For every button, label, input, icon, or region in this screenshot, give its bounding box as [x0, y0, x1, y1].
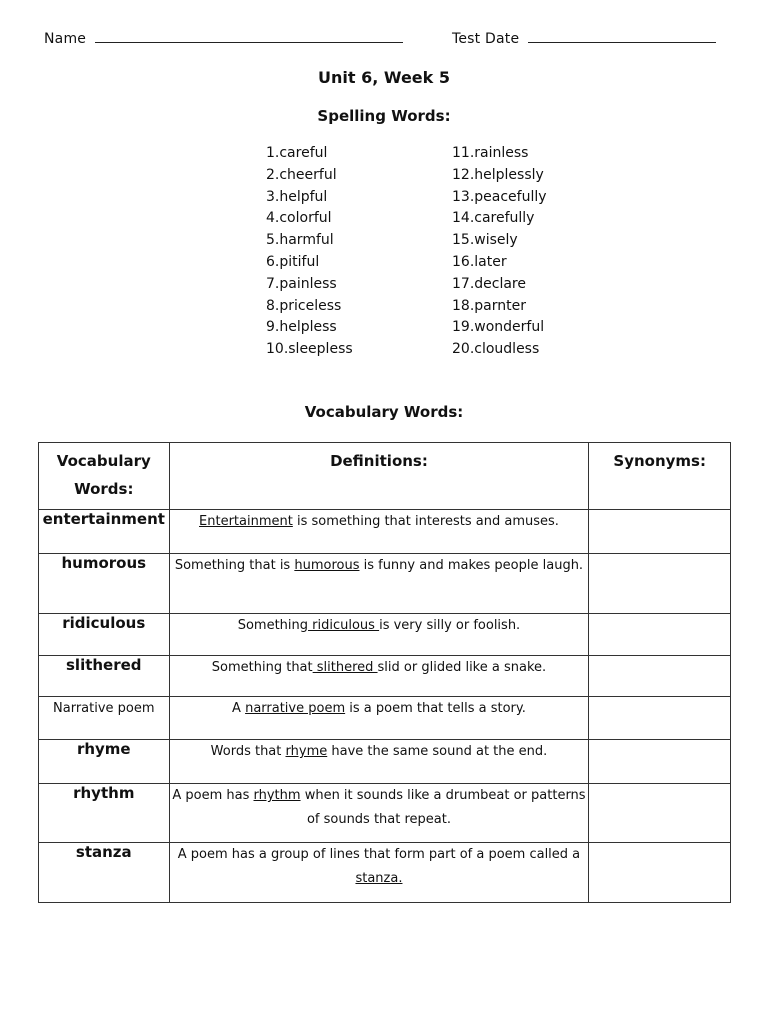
name-field[interactable]: [44, 30, 403, 47]
def-pre: A poem has: [172, 788, 254, 803]
header-vocabulary-words-label: Vocabulary Words:: [56, 452, 151, 498]
synonym-cell[interactable]: [589, 740, 731, 784]
header-synonyms: [589, 443, 731, 510]
spelling-word: 7.painless: [266, 275, 337, 292]
spelling-word: 3.helpful: [266, 188, 328, 205]
spelling-word: 20.cloudless: [452, 341, 540, 358]
definition: [169, 697, 589, 740]
header-definitions: [169, 443, 589, 510]
page-title: Unit 6, Week 5: [318, 68, 450, 87]
vocabulary-heading: Vocabulary Words:: [304, 403, 464, 421]
spelling-word: 4.colorful: [266, 210, 332, 227]
test-date-blank[interactable]: [528, 30, 716, 43]
test-date-field[interactable]: [452, 30, 716, 47]
vocab-word: stanza: [39, 843, 170, 903]
spelling-word: 15.wisely: [452, 232, 518, 249]
vocab-word: rhythm: [39, 784, 170, 843]
spelling-word: 19.wonderful: [452, 319, 545, 336]
def-post: when it sounds like a drumbeat or patterns of sounds that repeat.: [300, 788, 586, 827]
spelling-word: 9.helpless: [266, 319, 337, 336]
table-row: [39, 554, 731, 614]
spelling-word: 5.harmful: [266, 232, 334, 249]
def-pre: Something that is: [174, 558, 295, 573]
spelling-word: 14.carefully: [452, 210, 535, 227]
definition: [169, 614, 589, 656]
spelling-word: 11.rainless: [452, 145, 529, 161]
vocab-word: ridiculous: [39, 614, 170, 656]
def-pre: Words that: [210, 744, 286, 759]
definition: [169, 784, 589, 843]
definition: [169, 554, 589, 614]
name-label: Name: [44, 31, 87, 47]
table-row: [39, 614, 731, 656]
def-post: is something that interests and amuses.: [292, 514, 559, 529]
def-post: is funny and makes people laugh.: [359, 558, 584, 573]
spelling-word: 8.priceless: [266, 297, 342, 314]
spelling-word: 17.declare: [452, 275, 526, 292]
name-blank[interactable]: [95, 30, 403, 43]
def-key: Entertainment: [199, 514, 293, 529]
test-date-label: Test Date: [452, 31, 520, 47]
vocab-word: humorous: [39, 554, 170, 614]
spelling-word: 13.peacefully: [452, 188, 547, 205]
synonym-cell[interactable]: [589, 656, 731, 697]
definition: [169, 740, 589, 784]
spelling-heading: Spelling Words:: [317, 107, 451, 125]
def-key: narrative poem: [245, 701, 346, 716]
synonym-cell[interactable]: [589, 843, 731, 903]
def-pre: A poem has a group of lines that form part of a poem called a: [177, 847, 581, 862]
spelling-list-right: [452, 143, 547, 361]
table-header-row: [39, 443, 731, 510]
table-row: [39, 510, 731, 554]
vocab-word: slithered: [39, 656, 170, 697]
vocabulary-table: [38, 442, 731, 903]
table-row: [39, 843, 731, 903]
definition: [169, 843, 589, 903]
table-row: [39, 740, 731, 784]
spelling-word: 10.sleepless: [266, 341, 353, 358]
vocab-word: entertainment: [39, 510, 170, 554]
def-key: rhythm: [253, 788, 301, 803]
def-pre: Something: [237, 618, 309, 633]
spelling-word: 2.cheerful: [266, 166, 337, 183]
header-definitions-label: Definitions:: [330, 452, 428, 470]
def-key: ridiculous: [308, 618, 380, 633]
def-post: is a poem that tells a story.: [345, 701, 526, 716]
table-row: [39, 697, 731, 740]
def-key: humorous: [294, 558, 360, 573]
vocab-word: Narrative poem: [39, 697, 170, 740]
spelling-word: 6.pitiful: [266, 253, 320, 270]
def-post: is very silly or foolish.: [379, 618, 521, 633]
spelling-word: 12.helplessly: [452, 166, 544, 183]
synonym-cell[interactable]: [589, 614, 731, 656]
def-pre: A: [232, 701, 246, 716]
spelling-word: 16.later: [452, 253, 507, 270]
def-post: slid or glided like a snake.: [377, 660, 547, 675]
table-row: [39, 784, 731, 843]
header-synonyms-label: Synonyms:: [613, 452, 706, 470]
def-post: have the same sound at the end.: [327, 744, 548, 759]
def-key: slithered: [312, 660, 378, 675]
header-vocabulary-words: [39, 443, 170, 510]
def-key: stanza.: [355, 871, 403, 886]
def-pre: Something that: [211, 660, 313, 675]
definition: [169, 656, 589, 697]
spelling-word: 18.parnter: [452, 297, 526, 314]
vocab-word: rhyme: [39, 740, 170, 784]
spelling-word: 1.careful: [266, 145, 328, 161]
synonym-cell[interactable]: [589, 554, 731, 614]
synonym-cell[interactable]: [589, 510, 731, 554]
table-row: [39, 656, 731, 697]
def-key: rhyme: [285, 744, 328, 759]
definition: [169, 510, 589, 554]
spelling-list-left: [266, 143, 353, 361]
synonym-cell[interactable]: [589, 784, 731, 843]
synonym-cell[interactable]: [589, 697, 731, 740]
